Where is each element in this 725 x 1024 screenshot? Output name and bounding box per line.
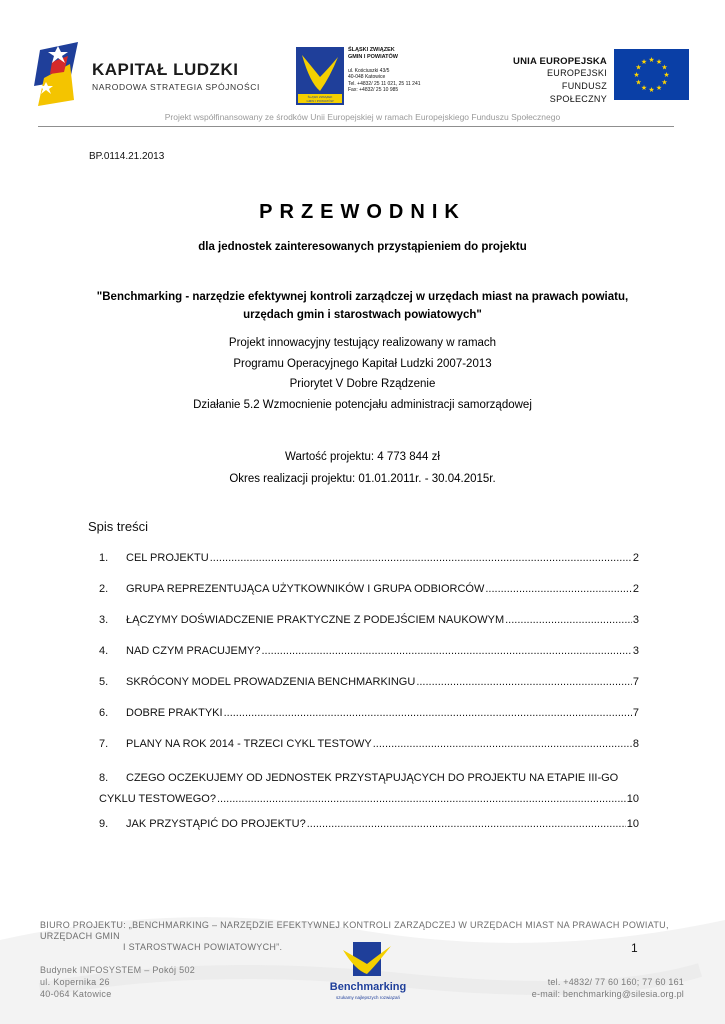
header-divider (38, 126, 674, 127)
toc-leader (217, 789, 626, 810)
eu-title: UNIA EUROPEJSKA (513, 56, 607, 67)
toc-item[interactable] (99, 768, 639, 810)
toc-heading: Spis treści (88, 519, 148, 534)
toc-number: 6. (99, 707, 109, 719)
toc-number: 3. (99, 614, 109, 626)
toc-label-continued[interactable]: CYKLU TESTOWEGO? (99, 793, 216, 805)
project-info (0, 333, 725, 416)
project-period: Okres realizacji projektu: 01.01.2011r. - 30.04.2015r. (229, 473, 496, 485)
project-info-line: Priorytet V Dobre Rządzenie (289, 378, 436, 391)
project-info-line: Projekt innowacyjny testujący realizowany w ramach (228, 337, 497, 349)
zwiazek-name-line-2: GMIN I POWIATÓW (348, 53, 399, 60)
toc-label[interactable]: ŁĄCZYMY DOŚWIADCZENIE PRAKTYCZNE Z PODEJŚCIEM NAUKOWYM (126, 614, 505, 626)
footer-phone: tel. +4832/ 77 60 160; 77 60 161 (547, 977, 684, 987)
footer-office-line-2: I STAROSTWACH POWIATOWYCH”. (123, 942, 283, 952)
svg-text:★: ★ (635, 63, 642, 72)
benchmarking-brand: Benchmarking (329, 981, 407, 993)
zwiazek-logo-line-2: GMIN I POWIATÓW (306, 99, 334, 103)
toc-page: 2 (632, 552, 639, 564)
toc-leader (485, 583, 632, 595)
toc-label[interactable]: CEL PROJEKTU (126, 552, 209, 564)
toc-page: 7 (632, 676, 639, 688)
eu-flag-icon (614, 49, 689, 100)
toc-label[interactable]: SKRÓCONY MODEL PROWADZENIA BENCHMARKINGU (126, 676, 416, 688)
footer-address-line: Budynek INFOSYSTEM – Pokój 502 (40, 965, 196, 975)
zwiazek-name (348, 47, 398, 60)
toc-number: 8. (99, 772, 109, 784)
footer-address-line: ul. Kopernika 26 (40, 977, 110, 987)
svg-text:★: ★ (648, 86, 655, 94)
svg-text:★: ★ (640, 58, 648, 66)
toc-item[interactable] (99, 818, 639, 830)
zwiazek-name-line-1: ŚLĄSKI ZWIĄZEK (348, 47, 395, 53)
toc-page: 7 (632, 707, 639, 719)
toc-number: 5. (99, 676, 109, 688)
project-info-line: Działanie 5.2 Wzmocnienie potencjału administracji samorządowej (193, 399, 532, 412)
zwiazek-phone: Tel. +4832/ 25 11 021, 25 11 241 (348, 80, 421, 87)
toc-item[interactable] (99, 614, 639, 626)
toc-item[interactable] (99, 552, 639, 564)
toc-label[interactable]: DOBRE PRAKTYKI (126, 707, 223, 719)
toc-item[interactable] (99, 583, 639, 595)
benchmarking-tagline: szukamy najlepszych rozwiązań (335, 995, 401, 1000)
zwiazek-logo-line-1: ŚLĄSKI ZWIĄZEK (307, 95, 333, 99)
toc-item[interactable] (99, 738, 639, 750)
svg-text:★: ★ (655, 58, 663, 66)
footer-office-line-1: BIURO PROJEKTU: „BENCHMARKING – NARZĘDZIE EFEKTYWNEJ KONTROLI ZARZĄDCZEJ W URZĘDACH MIAST NA PRAWACH POWIATU, URZĘDACH GMIN (40, 920, 669, 941)
toc-item[interactable] (99, 676, 639, 688)
toc-page: 3 (632, 614, 639, 626)
kapital-ludzki-title: KAPITAŁ LUDZKI (92, 60, 239, 79)
toc-page: 8 (632, 738, 639, 750)
toc-label[interactable]: NAD CZYM PRACUJEMY? (126, 645, 261, 657)
eu-fund-line-2: FUNDUSZ SPOŁECZNY (549, 81, 607, 104)
project-value: Wartość projektu: 4 773 844 zł (285, 451, 440, 463)
eu-fund-line-1: EUROPEJSKI (546, 68, 607, 78)
project-name-line-2: urzędach gmin i starostwach powiatowych" (243, 309, 482, 321)
eu-fund-text (507, 56, 607, 106)
svg-text:★: ★ (661, 63, 668, 72)
footer-email[interactable]: e-mail: benchmarking@silesia.org.pl (531, 989, 684, 999)
svg-text:★: ★ (640, 84, 648, 92)
footer-address-line: 40-064 Katowice (40, 989, 112, 999)
toc-page: 10 (626, 818, 639, 830)
toc-number: 7. (99, 738, 109, 750)
svg-text:★: ★ (663, 71, 670, 79)
toc-item[interactable] (99, 707, 639, 719)
toc-leader (505, 614, 632, 626)
toc-leader (224, 707, 632, 719)
toc-page: 10 (626, 793, 639, 805)
page-subtitle: dla jednostek zainteresowanych przystąpieniem do projektu (198, 241, 527, 253)
toc-page: 3 (632, 645, 639, 657)
project-value-block (0, 446, 725, 490)
svg-text:★: ★ (661, 78, 668, 87)
svg-text:★: ★ (648, 56, 655, 64)
svg-text:★: ★ (635, 78, 642, 87)
toc-leader (307, 818, 626, 830)
zwiazek-address (348, 68, 421, 94)
toc-label[interactable]: CZEGO OCZEKUJEMY OD JEDNOSTEK PRZYSTĄPUJĄCYCH DO PROJEKTU NA ETAPIE III-GO (126, 772, 619, 784)
toc-label[interactable]: GRUPA REPREZENTUJĄCA UŻYTKOWNIKÓW I GRUPA ODBIORCÓW (126, 583, 485, 595)
zwiazek-address-line: ul. Kościuszki 43/5 (348, 68, 390, 74)
benchmarking-logo-icon (337, 940, 397, 980)
page-title: PRZEWODNIK (259, 201, 466, 223)
footer-address (40, 964, 195, 1000)
kapital-ludzki-subtitle: NARODOWA STRATEGIA SPÓJNOŚCI (92, 82, 260, 92)
project-info-line: Programu Operacyjnego Kapitał Ludzki 2007-2013 (233, 357, 492, 370)
svg-text:★: ★ (655, 84, 663, 92)
zwiazek-address-line: 40-048 Katowice (348, 74, 386, 81)
page-number: 1 (631, 941, 638, 955)
toc-label[interactable]: JAK PRZYSTĄPIĆ DO PROJEKTU? (126, 818, 306, 830)
project-name-line-1: "Benchmarking - narzędzie efektywnej kontroli zarządczej w urzędach miast na prawach powiatu, (96, 291, 629, 303)
toc-leader (373, 738, 632, 750)
cofinancing-note: Projekt współfinansowany ze środków Unii Europejskiej w ramach Europejskiego Funduszu Społecznego (164, 112, 561, 122)
toc-number: 1. (99, 552, 109, 564)
zwiazek-emblem-icon (296, 47, 344, 105)
document-number: BP.0114.21.2013 (89, 151, 165, 162)
footer-contact (500, 976, 684, 1000)
svg-text:★: ★ (633, 71, 640, 79)
toc-leader (416, 676, 632, 688)
zwiazek-fax: Fax: +4832/ 25 10 985 (348, 87, 399, 94)
toc-label[interactable]: PLANY NA ROK 2014 - TRZECI CYKL TESTOWY (126, 738, 372, 750)
toc-number: 9. (99, 818, 109, 830)
toc-number: 2. (99, 583, 109, 595)
toc-leader (261, 645, 631, 657)
project-name (90, 288, 635, 324)
toc-leader (210, 552, 632, 564)
toc-number: 4. (99, 645, 109, 657)
toc-item[interactable] (99, 645, 639, 657)
slaski-zwiazek-logo (296, 47, 344, 105)
toc-page: 2 (632, 583, 639, 595)
